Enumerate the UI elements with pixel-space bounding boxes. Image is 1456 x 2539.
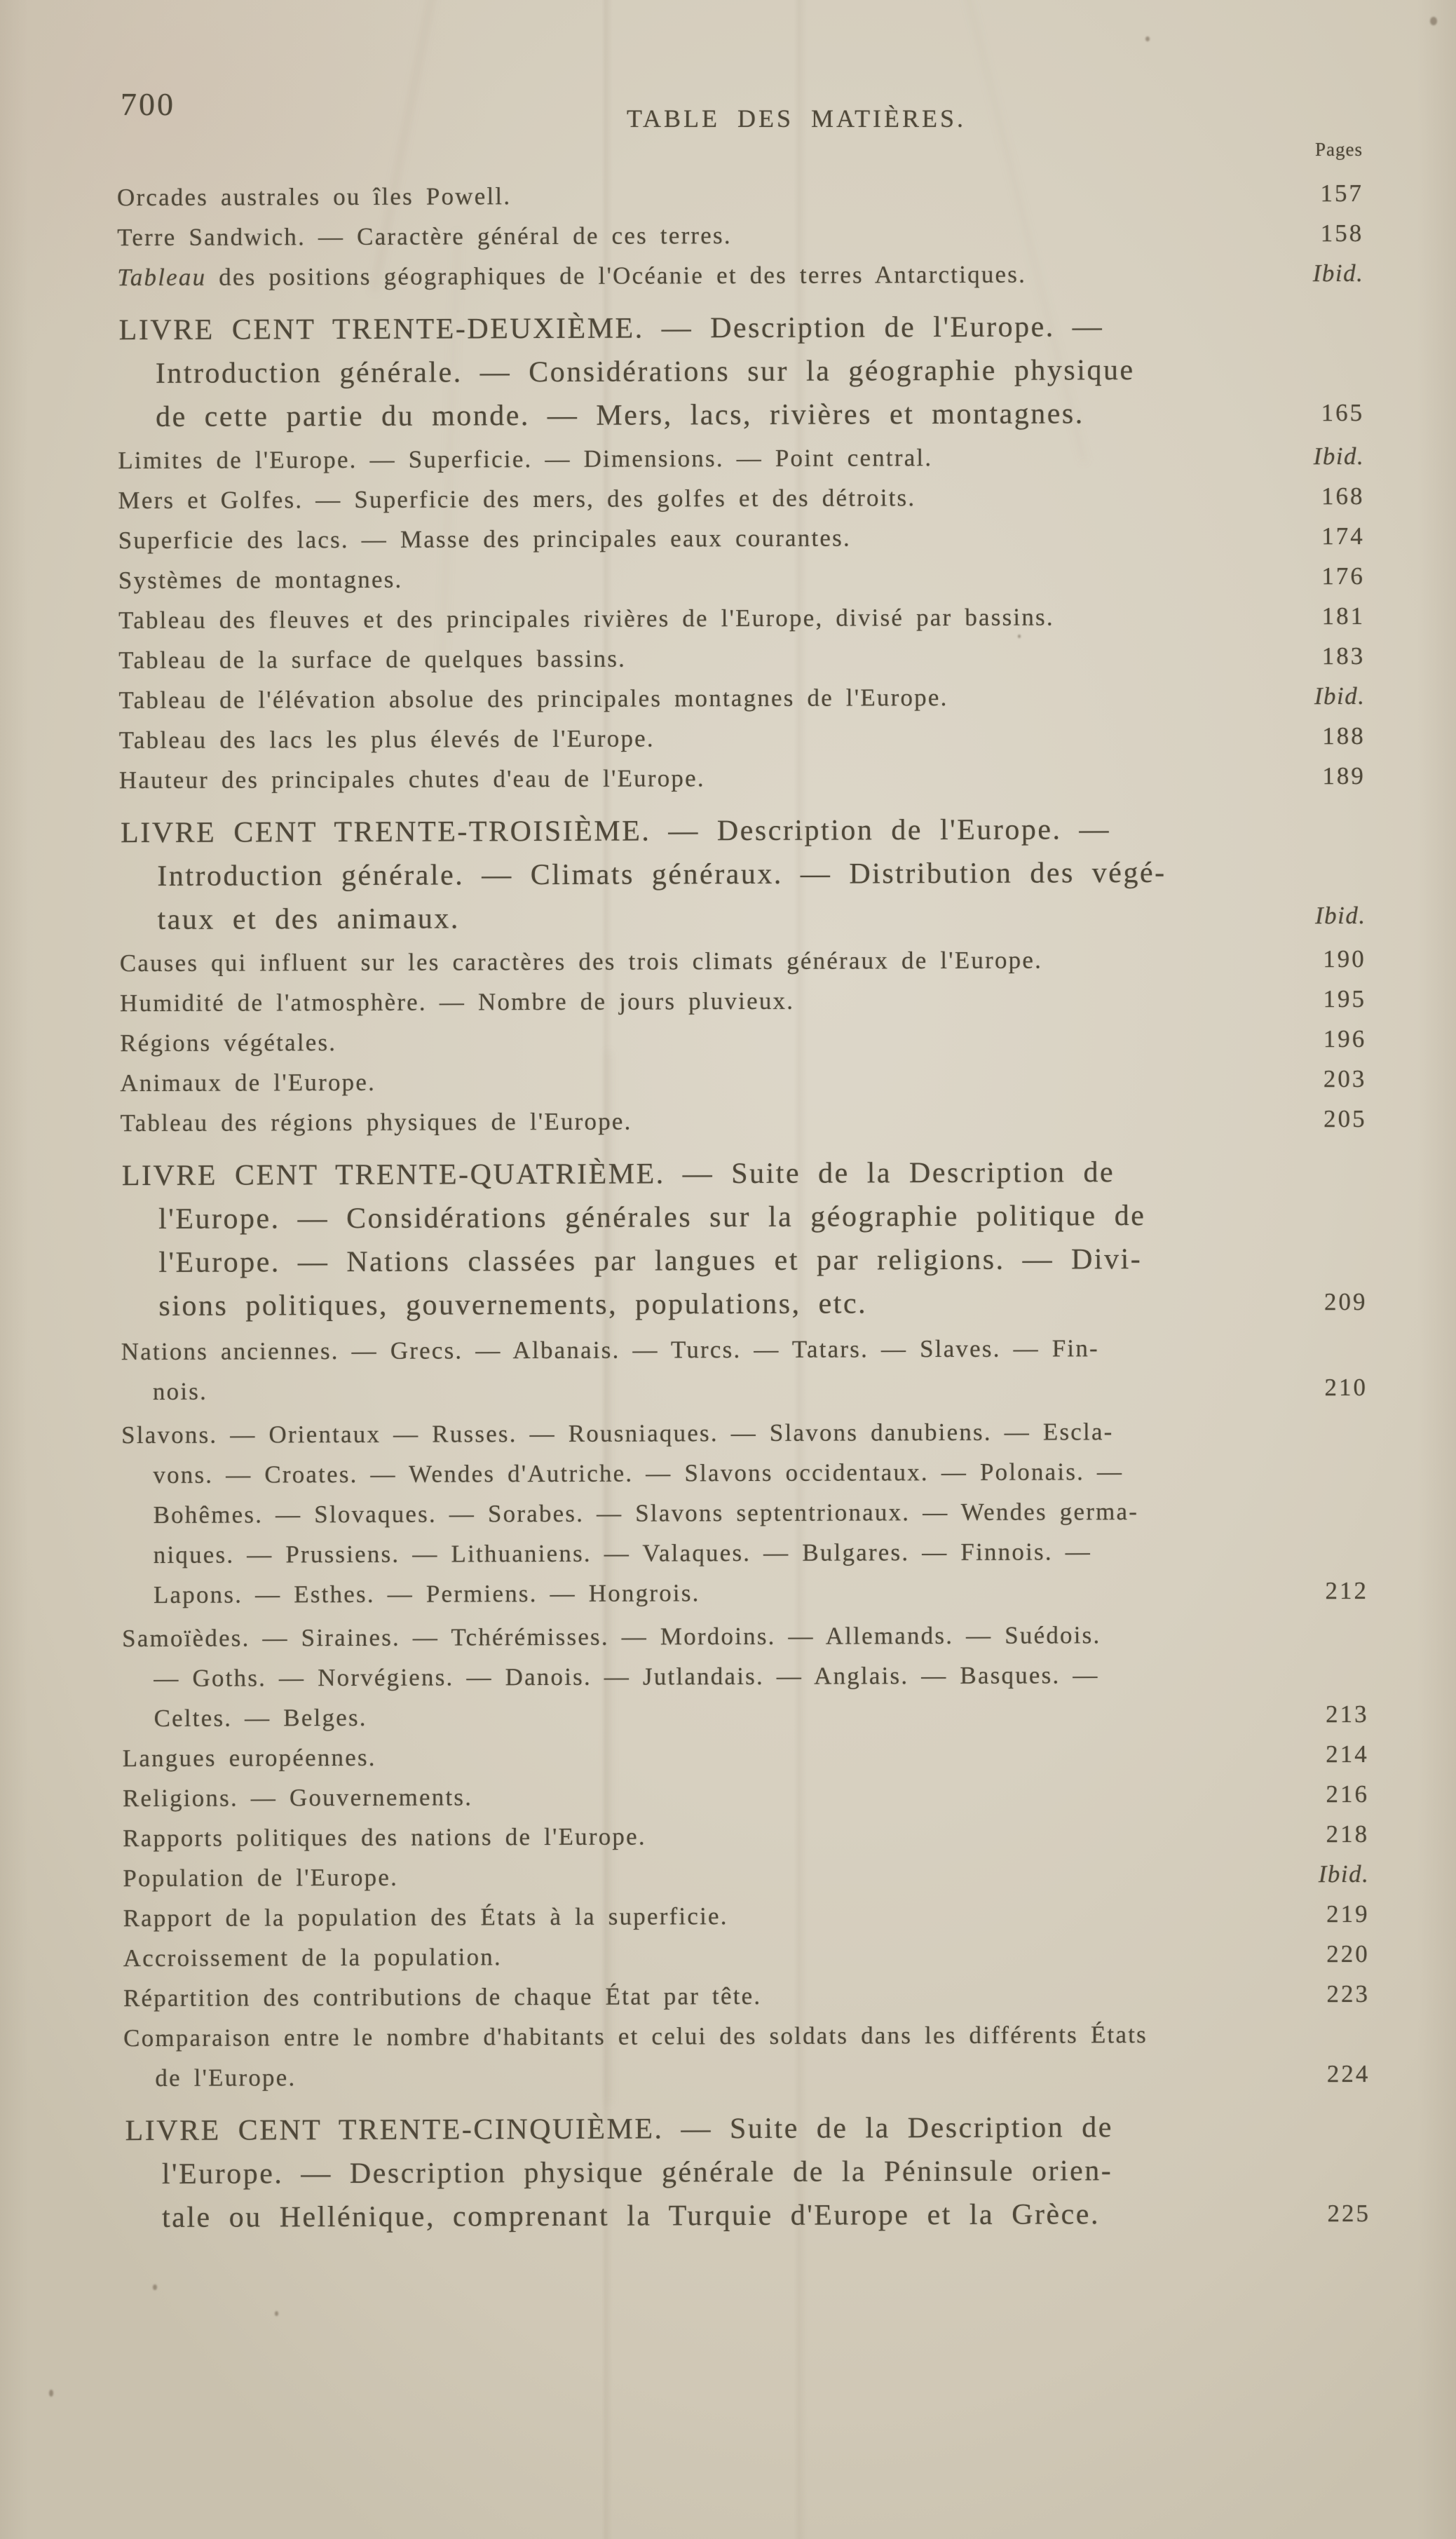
page-number: Ibid. bbox=[1314, 901, 1366, 930]
entry-line: Introduction générale. — Considérations sur la géographie physique bbox=[155, 354, 1135, 390]
entry-line: Tableau des lacs les plus élevés de l'Europe. bbox=[118, 724, 655, 754]
entry-line: Lapons. — Esthes. — Permiens. — Hongrois. bbox=[153, 1579, 700, 1609]
entry-line: Causes qui influent sur les caractères des trois climats généraux de l'Europe. bbox=[119, 946, 1043, 977]
toc-entry bbox=[123, 1894, 1369, 1938]
entry-line: LIVRE CENT TRENTE-TROISIÈME. — Description de l'Europe. — bbox=[121, 813, 1111, 850]
page-number: 218 bbox=[1326, 1820, 1370, 1848]
entry-line: Celtes. — Belges. bbox=[154, 1703, 367, 1732]
entry-line: Comparaison entre le nombre d'habitants et celui des soldats dans les différents États bbox=[123, 2020, 1148, 2052]
entry-line: LIVRE CENT TRENTE-CINQUIÈME. — Suite de la Description de bbox=[125, 2111, 1113, 2148]
entry-line: Accroissement de la population. bbox=[123, 1943, 502, 1972]
page-number: 210 bbox=[1324, 1373, 1368, 1402]
page-number: 157 bbox=[1320, 179, 1364, 208]
toc-entries bbox=[117, 173, 1370, 2241]
toc-entry bbox=[123, 1734, 1369, 1778]
running-title: TABLE DES MATIÈRES. bbox=[626, 104, 967, 133]
entry-line: LIVRE CENT TRENTE-QUATRIÈME. — Suite de la Description de bbox=[121, 1156, 1115, 1193]
page-number: 212 bbox=[1325, 1576, 1368, 1605]
toc-entry bbox=[123, 1934, 1370, 1978]
entry-line: tale ou Hellénique, comprenant la Turquie d'Europe et la Grèce. bbox=[161, 2198, 1100, 2234]
entry-line: de l'Europe. bbox=[155, 2064, 297, 2092]
page-number: 225 bbox=[1327, 2199, 1371, 2228]
page-number: Ibid. bbox=[1318, 1860, 1370, 1888]
entry-line: l'Europe. — Nations classées par langues et par religions. — Divi- bbox=[158, 1243, 1143, 1279]
entry-line: Systèmes de montagnes. bbox=[118, 565, 403, 595]
toc-entry bbox=[118, 636, 1365, 680]
entry-line: Nations anciennes. — Grecs. — Albanais. — Turcs. — Tatars. — Slaves. — Fin- bbox=[121, 1334, 1099, 1366]
entry-line: l'Europe. — Considérations générales sur la géographie politique de bbox=[158, 1199, 1146, 1235]
entry-line: l'Europe. — Description physique générale de la Péninsule orien- bbox=[161, 2155, 1113, 2191]
toc-entry bbox=[121, 1411, 1368, 1615]
toc-entry bbox=[118, 556, 1365, 600]
toc-entry bbox=[117, 253, 1363, 297]
folio-number: 700 bbox=[121, 86, 175, 122]
entry-line: Animaux de l'Europe. bbox=[120, 1068, 376, 1097]
toc-entry bbox=[118, 596, 1365, 640]
page-number: 195 bbox=[1323, 984, 1367, 1013]
page-number: 216 bbox=[1326, 1780, 1369, 1808]
entry-line: Langues européennes. bbox=[122, 1743, 376, 1773]
entry-line: taux et des animaux. bbox=[157, 902, 460, 936]
entry-line: Hauteur des principales chutes d'eau de l'Europe. bbox=[118, 764, 705, 794]
page-number: 203 bbox=[1323, 1064, 1367, 1093]
entry-line: nois. bbox=[152, 1377, 208, 1405]
entry-line: vons. — Croates. — Wendes d'Autriche. — Slavons occidentaux. — Polonais. — bbox=[153, 1458, 1124, 1489]
entry-line: Humidité de l'atmosphère. — Nombre de jours pluvieux. bbox=[119, 987, 795, 1017]
page-number: 176 bbox=[1321, 562, 1365, 590]
toc-entry bbox=[123, 1854, 1369, 1898]
toc-entry bbox=[123, 1814, 1369, 1858]
page-number: 214 bbox=[1326, 1740, 1369, 1768]
entry-line: Slavons. — Orientaux — Russes. — Rousniaques. — Slavons danubiens. — Escla- bbox=[121, 1418, 1114, 1449]
entry-line: LIVRE CENT TRENTE-DEUXIÈME. — Description de l'Europe. — bbox=[118, 311, 1104, 347]
entry-line: Tableau des régions physiques de l'Europe. bbox=[120, 1107, 632, 1137]
entry-line: sions politiques, gouvernements, populations, etc. bbox=[158, 1287, 868, 1322]
entry-line: Rapports politiques des nations de l'Europe. bbox=[123, 1822, 646, 1853]
toc-entry bbox=[118, 676, 1365, 720]
livre-heading bbox=[122, 1150, 1368, 1328]
toc-entry bbox=[117, 173, 1363, 217]
entry-line: niques. — Prussiens. — Lithuaniens. — Valaques. — Bulgares. — Finnois. — bbox=[153, 1538, 1091, 1569]
entry-line: Bohêmes. — Slovaques. — Sorabes. — Slavons septentrionaux. — Wendes germa- bbox=[153, 1498, 1139, 1529]
entry-line: Mers et Golfes. — Superficie des mers, des golfes et des détroits. bbox=[118, 484, 916, 515]
toc-entry bbox=[120, 1099, 1366, 1143]
page-number: Ibid. bbox=[1312, 259, 1364, 287]
entry-line: Tableau de l'élévation absolue des principales montagnes de l'Europe. bbox=[118, 683, 948, 715]
page-number: 205 bbox=[1323, 1104, 1367, 1133]
page-number: 219 bbox=[1326, 1900, 1370, 1928]
entry-line: de cette partie du monde. — Mers, lacs, rivières et montagnes. bbox=[155, 398, 1084, 433]
page-number: Ibid. bbox=[1313, 442, 1365, 470]
toc-entry bbox=[123, 1774, 1369, 1818]
page-number: 196 bbox=[1323, 1024, 1367, 1053]
toc-entry bbox=[119, 756, 1366, 800]
toc-entry bbox=[119, 716, 1366, 760]
page-number: 220 bbox=[1326, 1939, 1370, 1968]
page-number: 213 bbox=[1325, 1700, 1369, 1728]
toc-entry bbox=[120, 939, 1366, 983]
page-number: 190 bbox=[1323, 944, 1366, 973]
entry-line: Répartition des contributions de chaque État par tête. bbox=[123, 1982, 762, 2012]
entry-line: Régions végétales. bbox=[120, 1029, 337, 1057]
entry-line: Tableau de la surface de quelques bassins. bbox=[118, 644, 627, 675]
italic-lead-word: Tableau bbox=[117, 263, 207, 292]
toc-entry bbox=[120, 979, 1366, 1023]
page-number: 224 bbox=[1326, 2059, 1370, 2088]
page-number: 183 bbox=[1321, 642, 1366, 670]
page-number: 209 bbox=[1324, 1287, 1368, 1316]
page-number: 165 bbox=[1321, 398, 1365, 427]
page-number: 189 bbox=[1322, 761, 1366, 790]
toc-entry bbox=[118, 476, 1364, 520]
page-number: 168 bbox=[1321, 482, 1365, 510]
entry-line: Orcades australes ou îles Powell. bbox=[116, 182, 512, 212]
entry-line: Samoïèdes. — Siraines. — Tchérémisses. — Mordoins. — Allemands. — Suédois. bbox=[122, 1621, 1101, 1653]
toc-entry bbox=[120, 1059, 1366, 1103]
entry-line: Superficie des lacs. — Masse des principales eaux courantes. bbox=[118, 524, 851, 555]
page-number: 174 bbox=[1321, 522, 1365, 550]
livre-heading bbox=[121, 807, 1366, 942]
livre-heading bbox=[119, 304, 1365, 439]
entry-line: — Goths. — Norvégiens. — Danois. — Jutlandais. — Anglais. — Basques. — bbox=[154, 1661, 1099, 1692]
entry-line: Tableau des fleuves et des principales rivières de l'Europe, divisé par bassins. bbox=[118, 603, 1054, 635]
page-number: 158 bbox=[1320, 219, 1364, 248]
toc-entry bbox=[118, 436, 1364, 480]
entry-line: Religions. — Gouvernements. bbox=[122, 1783, 473, 1813]
entry-line bbox=[117, 253, 1363, 297]
entry-text: des positions géographiques de l'Océanie et des terres Antarctiques. bbox=[206, 260, 1027, 291]
entry-line: Introduction générale. — Climats généraux. — Distribution des végé- bbox=[157, 856, 1166, 893]
livre-heading bbox=[125, 2105, 1370, 2240]
toc-entry bbox=[123, 1974, 1370, 2018]
page-number: 188 bbox=[1322, 722, 1366, 750]
entry-line: Rapport de la population des États à la superficie. bbox=[123, 1902, 728, 1932]
page-number: 223 bbox=[1326, 1979, 1370, 2008]
toc-entry bbox=[117, 213, 1363, 257]
page-number: 181 bbox=[1321, 602, 1366, 630]
page-number: Ibid. bbox=[1314, 682, 1366, 710]
entry-line: Limites de l'Europe. — Superficie. — Dimensions. — Point central. bbox=[118, 444, 933, 475]
toc-entry bbox=[123, 2014, 1370, 2098]
entry-line: Terre Sandwich. — Caractère général de ces terres. bbox=[117, 222, 732, 252]
toc-entry bbox=[122, 1614, 1369, 1738]
pages-column-label: Pages bbox=[1315, 139, 1363, 160]
toc-entry bbox=[120, 1019, 1366, 1063]
toc-entry bbox=[118, 516, 1365, 560]
entry-line: Population de l'Europe. bbox=[123, 1863, 399, 1893]
toc-entry bbox=[121, 1327, 1368, 1411]
